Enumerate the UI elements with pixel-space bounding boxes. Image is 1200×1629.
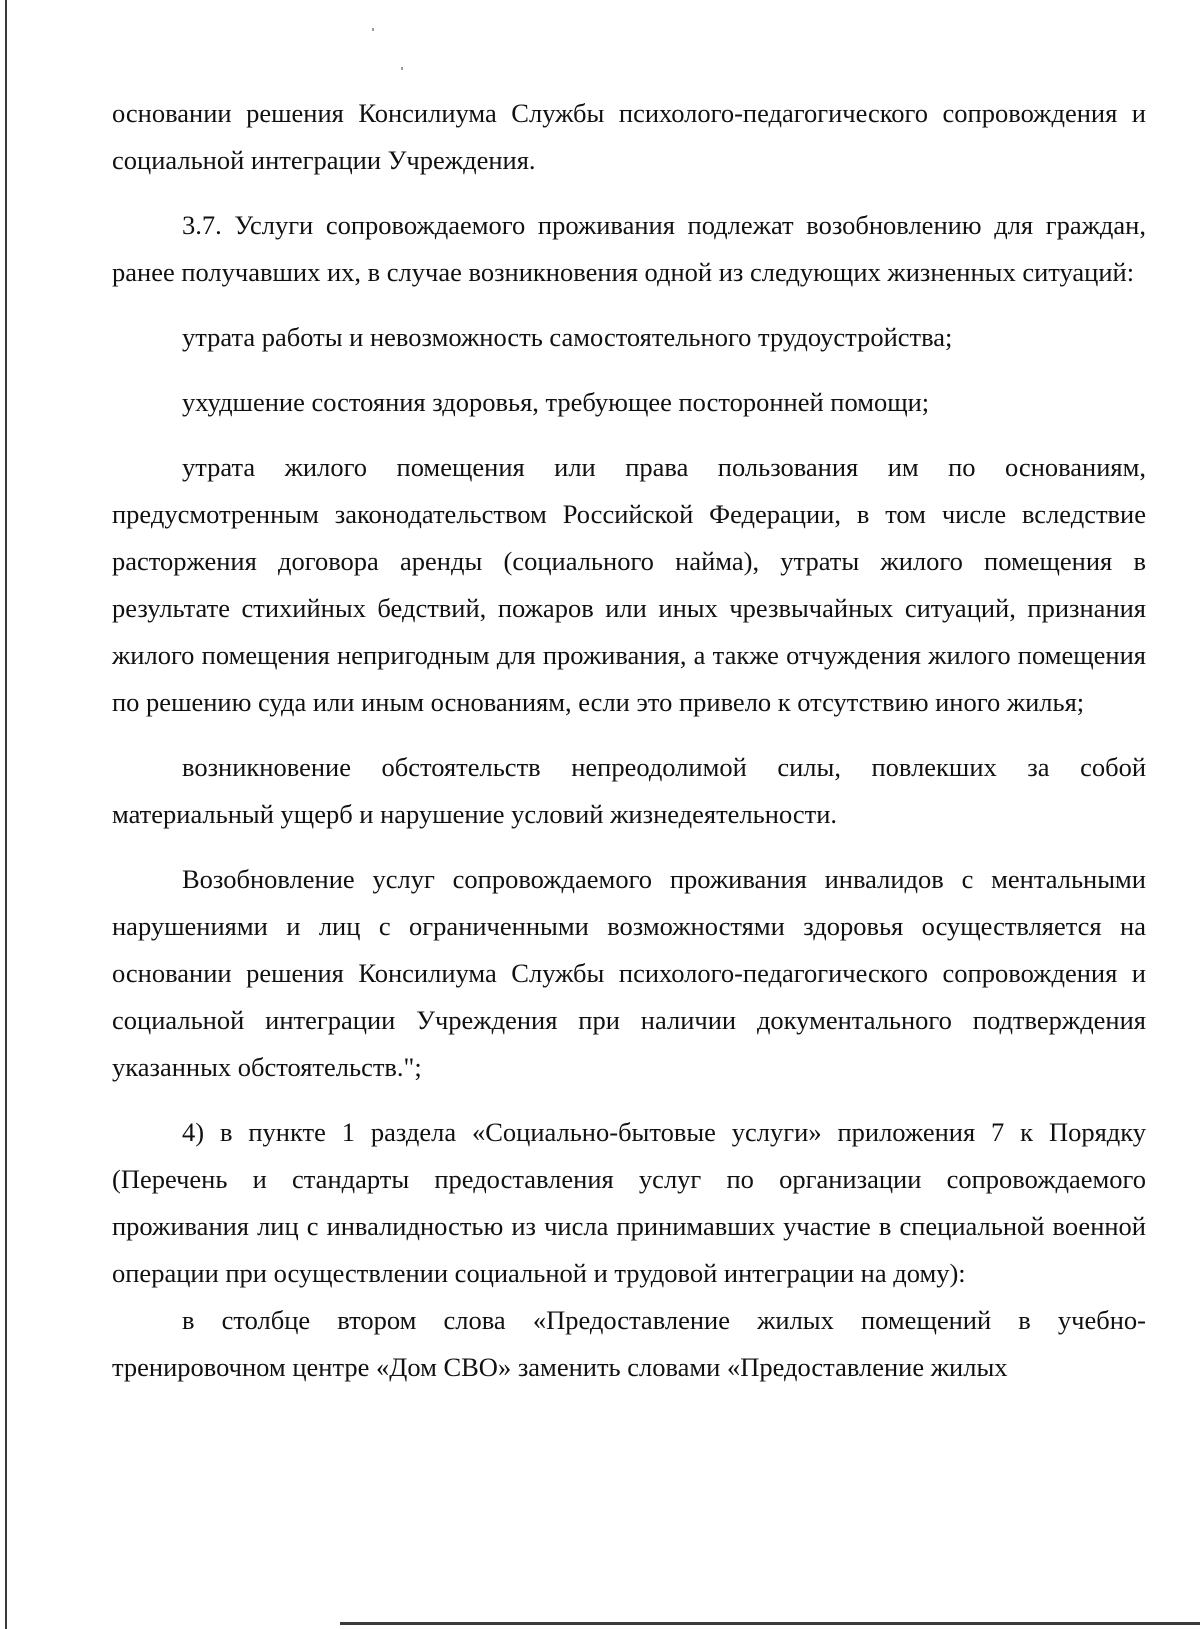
- scan-bottom-edge: [340, 1622, 1200, 1625]
- list-item-health: ухудшение состояния здоровья, требующее посторонней помощи;: [182, 387, 930, 417]
- list-item-housing-loss: утрата жилого помещения или права пользования им по основаниям, предусмотренным законодательством Российской Федерации, в том числе вследствие расторжения договора аренды (социального найма), утраты жилого помещения в результате стихийных бедствий, пожаров или иных чрезвычайных ситуаций, признания жилого помещения непригодным для проживания, а также отчуждения жилого помещения по решению суда или иным основаниям, если это привело к отсутствию иного жилья;: [112, 452, 1146, 717]
- scan-left-edge: [5, 0, 7, 1629]
- scan-speck: [401, 67, 403, 70]
- paragraph-column-two: в столбце втором слова «Предоставление жилых помещений в учебно-тренировочном центре «Дом СВО» заменить словами «Предоставление жилых: [112, 1305, 1146, 1382]
- list-item-force-majeure: возникновение обстоятельств непреодолимой силы, повлекших за собой материальный ущерб и нарушение условий жизнедеятельности.: [112, 752, 1146, 829]
- paragraph-3-7: 3.7. Услуги сопровождаемого проживания подлежат возобновлению для граждан, ранее получавших их, в случае возникновения одной из следующих жизненных ситуаций:: [112, 210, 1146, 287]
- scan-speck: [372, 28, 374, 31]
- paragraph-resumption: Возобновление услуг сопровождаемого проживания инвалидов с ментальными нарушениями и лиц с ограниченными возможностями здоровья осуществляется на основании решения Консилиума Службы психолого-педагогического сопровождения и социальной интеграции Учреждения при наличии документального подтверждения указанных обстоятельств.";: [112, 864, 1146, 1082]
- paragraph-continuation: основании решения Консилиума Службы психолого-педагогического сопровождения и социальной интеграции Учреждения.: [112, 98, 1146, 175]
- document-body: [112, 90, 1146, 1391]
- list-item-job-loss: утрата работы и невозможность самостоятельного трудоустройства;: [182, 322, 953, 352]
- paragraph-item-4: 4) в пункте 1 раздела «Социально-бытовые услуги» приложения 7 к Порядку (Перечень и стандарты предоставления услуг по организации сопровождаемого проживания лиц с инвалидностью из числа принимавших участие в специальной военной операции при осуществлении социальной и трудовой интеграции на дому):: [112, 1117, 1146, 1288]
